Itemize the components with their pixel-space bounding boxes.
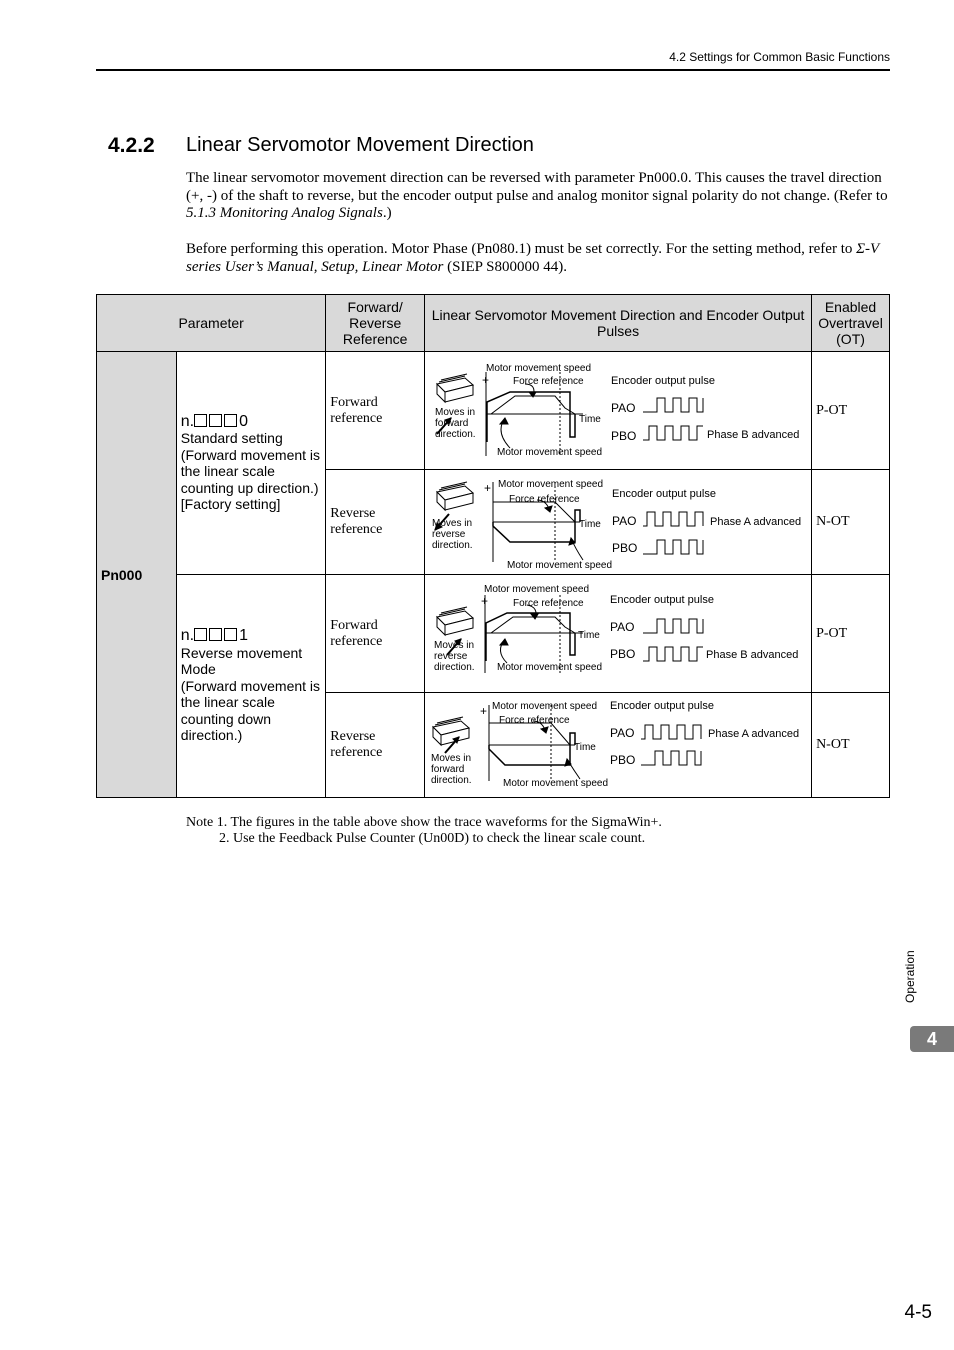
header-direction: Linear Servomotor Movement Direction and Encoder Output Pulses: [425, 295, 812, 352]
running-header: 4.2 Settings for Common Basic Functions: [669, 50, 890, 64]
svg-text:PBO: PBO: [612, 541, 638, 555]
reference-cell: Reverse reference: [326, 693, 425, 798]
reference-cell: Forward reference: [326, 352, 425, 470]
waveform-figure: [425, 352, 812, 470]
svg-text:Motor movement speed: Motor movement speed: [492, 701, 598, 712]
svg-text:direction.: direction.: [431, 775, 472, 786]
setting-standard: n. 0 Standard setting (Forward movement is the linear scale counting up direction.) [Factory setting]: [176, 352, 326, 575]
waveform-figure: [425, 575, 812, 693]
chapter-tab[interactable]: 4: [910, 1026, 954, 1052]
overtravel-cell: N-OT: [812, 470, 890, 575]
header-rule: [96, 69, 890, 71]
svg-text:Force reference: Force reference: [513, 598, 584, 609]
waveform-figure: [425, 470, 812, 575]
setting-reverse-mode: n. 1 Reverse movement Mode (Forward movement is the linear scale counting down direction.): [176, 575, 326, 798]
svg-text:Force reference: Force reference: [499, 715, 570, 726]
note-1: Note 1. The figures in the table above show the trace waveforms for the SigmaWin+.: [186, 815, 662, 830]
svg-text:Phase A advanced: Phase A advanced: [708, 728, 800, 740]
svg-text:+: +: [480, 704, 488, 718]
chapter-side-label: Operation: [903, 950, 917, 1003]
svg-text:Motor movement speed: Motor movement speed: [497, 662, 603, 673]
header-reference: Forward/ Reverse Reference: [326, 295, 425, 352]
svg-text:forward: forward: [431, 764, 465, 775]
overtravel-cell: P-OT: [812, 352, 890, 470]
parameter-table: [96, 294, 890, 798]
waveform-figure: [425, 693, 812, 798]
svg-text:Phase B advanced: Phase B advanced: [707, 429, 800, 441]
svg-text:+: +: [481, 594, 489, 608]
svg-text:Time: Time: [579, 519, 601, 530]
svg-text:Phase A advanced: Phase A advanced: [710, 516, 802, 528]
svg-text:Force reference: Force reference: [509, 494, 580, 505]
svg-text:Moves in: Moves in: [435, 407, 476, 418]
overtravel-cell: N-OT: [812, 693, 890, 798]
manual-reference: Σ-V series User’s Manual, Setup, Linear Motor: [186, 241, 879, 275]
svg-text:Time: Time: [579, 414, 601, 425]
svg-text:Time: Time: [574, 742, 596, 753]
svg-text:Motor movement speed: Motor movement speed: [497, 447, 603, 458]
reference-cell: Reverse reference: [326, 470, 425, 575]
svg-text:Motor movement speed: Motor movement speed: [503, 778, 609, 789]
svg-text:+: +: [484, 481, 492, 495]
svg-text:Encoder output pulse: Encoder output pulse: [612, 488, 717, 500]
page-number: 4-5: [904, 1302, 932, 1323]
svg-text:Moves in: Moves in: [431, 753, 472, 764]
intro-paragraph: The linear servomotor movement direction can be reversed with parameter Pn000.0. This causes the travel direction (+, -) of the shaft to reverse, but the encoder output pulse and analog monitor signal polarity do not change. (Refer to 5.1.3 Monitoring Analog Signals.): [186, 170, 888, 221]
svg-text:Moves in: Moves in: [432, 518, 473, 529]
svg-text:+: +: [482, 373, 490, 387]
svg-text:Phase B advanced: Phase B advanced: [706, 649, 799, 661]
svg-text:Motor movement speed: Motor movement speed: [498, 479, 604, 490]
svg-text:direction.: direction.: [434, 662, 475, 673]
svg-text:direction.: direction.: [435, 429, 476, 440]
svg-text:PAO: PAO: [610, 620, 635, 634]
setting-code: n. 1: [180, 627, 249, 645]
svg-text:Time: Time: [578, 630, 600, 641]
svg-text:Force reference: Force reference: [513, 376, 584, 387]
svg-text:PAO: PAO: [610, 726, 635, 740]
reference-cell: Forward reference: [326, 575, 425, 693]
svg-text:Motor movement speed: Motor movement speed: [486, 363, 592, 374]
prerequisite-paragraph: Before performing this operation. Motor Phase (Pn080.1) must be set correctly. For the setting method, refer to Σ-V series User’s Manual, Setup, Linear Motor (SIEP S800000 44).: [186, 241, 879, 275]
setting-code: n. 0: [180, 412, 249, 430]
svg-text:Encoder output pulse: Encoder output pulse: [610, 594, 715, 606]
overtravel-cell: P-OT: [812, 575, 890, 693]
svg-text:reverse: reverse: [432, 529, 466, 540]
svg-text:PBO: PBO: [610, 647, 636, 661]
note-2: 2. Use the Feedback Pulse Counter (Un00D) to check the linear scale count.: [219, 831, 646, 846]
svg-text:Motor movement speed: Motor movement speed: [507, 560, 613, 571]
header-overtravel: Enabled Overtravel (OT): [812, 295, 890, 352]
svg-text:Motor movement speed: Motor movement speed: [484, 584, 590, 595]
header-parameter: Parameter: [97, 295, 326, 352]
svg-text:Encoder output pulse: Encoder output pulse: [611, 375, 716, 387]
svg-text:direction.: direction.: [432, 540, 473, 551]
svg-text:PBO: PBO: [610, 753, 636, 767]
svg-text:Moves in: Moves in: [434, 640, 475, 651]
svg-text:Encoder output pulse: Encoder output pulse: [610, 700, 715, 712]
section-title: Linear Servomotor Movement Direction: [186, 134, 534, 156]
parameter-name: Pn000: [97, 352, 177, 798]
section-number: 4.2.2: [108, 134, 155, 157]
svg-text:PAO: PAO: [612, 514, 637, 528]
cross-reference-link[interactable]: 5.1.3 Monitoring Analog Signals: [186, 205, 383, 221]
svg-text:PAO: PAO: [611, 401, 636, 415]
svg-text:reverse: reverse: [434, 651, 468, 662]
table-notes: [186, 815, 662, 847]
svg-text:forward: forward: [435, 418, 469, 429]
svg-text:PBO: PBO: [611, 429, 637, 443]
